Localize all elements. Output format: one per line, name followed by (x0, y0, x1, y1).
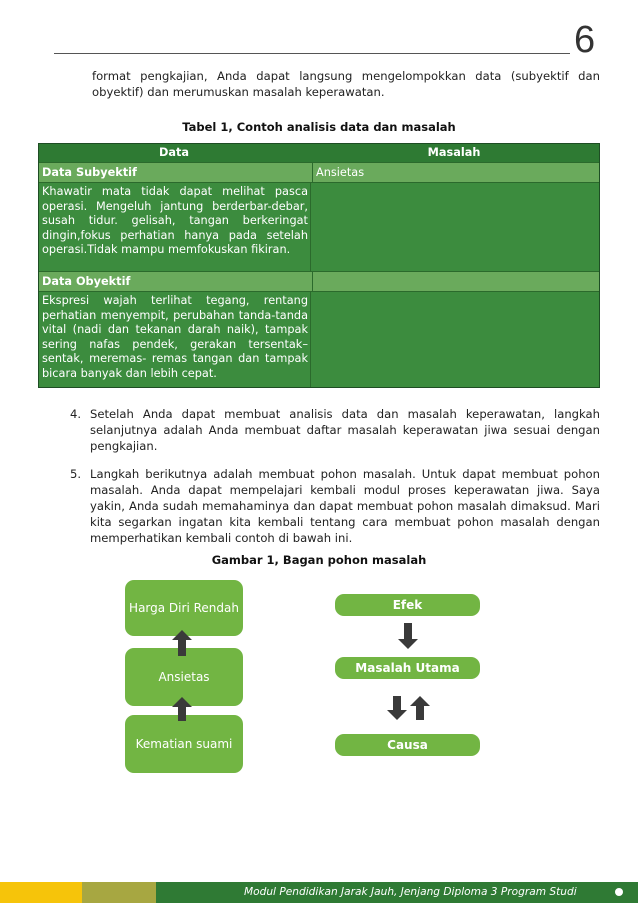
section-row-subjective (39, 162, 599, 182)
body-row-objective (39, 291, 599, 387)
section-body: Khawatir mata tidak dapat melihat pasca operasi. Mengeluh jantung berderbar-debar, susah tidur. gelisah, tangan berkeringat dingin,fokus perhatian hanya pada setelah operasi.Tidak mampu memfokuskan fikiran. (39, 183, 311, 271)
node-masalah-utama: Masalah Utama (335, 657, 480, 679)
section-row-objective (39, 271, 599, 291)
table-caption: Tabel 1, Contoh analisis data dan masalah (182, 120, 456, 134)
arrow-up-icon (172, 630, 192, 656)
section-label: Data Subyektif (39, 163, 313, 182)
section-problem: Ansietas (316, 166, 365, 179)
node-causa: Causa (335, 734, 480, 756)
intro-paragraph: format pengkajian, Anda dapat langsung mengelompokkan data (subyektif dan obyektif) dan merumuskan masalah keperawatan. (92, 69, 600, 99)
header-data: Data (158, 146, 190, 159)
section-label: Data Obyektif (39, 272, 313, 291)
list-text: Setelah Anda dapat membuat analisis data dan masalah keperawatan, langkah selanjutnya adalah Anda membuat daftar masalah keperawatan jiwa sesuai dengan pengkajian. (90, 407, 600, 453)
arrow-down-icon (387, 696, 407, 720)
page-number: 6 (574, 19, 596, 61)
node-efek: Efek (335, 594, 480, 616)
node-ansietas: Ansietas (125, 648, 243, 706)
header-rule (54, 53, 570, 54)
node-harga-diri-rendah: Harga Diri Rendah (125, 580, 243, 636)
header-masalah: Masalah (427, 146, 481, 159)
footer-color-olive (82, 882, 156, 903)
footer-color-green (156, 882, 230, 903)
list-text: Langkah berikutnya adalah membuat pohon masalah. Untuk dapat membuat pohon masalah. Anda dapat mempelajari kembali modul proses keperawatan jiwa. Saya yakin, Anda sudah memahaminya dan dapat membuat pohon masalah dimaksud. Mari kita segarkan ingatan kita kembali tentang cara membuat pohon masalah dengan memperhatikan kembali contoh di bawah ini. (90, 467, 600, 545)
section-body: Ekspresi wajah terlihat tegang, rentang perhatian menyempit, perubahan tanda-tanda vital (nadi dan tekanan darah naik), tampak sering nafas pendek, gerakan tersentak–sentak, meremas- remas tangan dan tampak bicara banyak dan lebih cepat. (39, 292, 311, 387)
section-problem (313, 272, 599, 291)
arrow-up-icon (410, 696, 430, 720)
body-row-subjective (39, 182, 599, 271)
arrow-down-icon (398, 623, 418, 649)
footer-text: Modul Pendidikan Jarak Jauh, Jenjang Diploma 3 Program Studi Keperawatan (230, 882, 638, 903)
table-header-row (39, 144, 599, 162)
list-number: 5. (70, 467, 82, 481)
footer-dot-icon (615, 888, 623, 896)
section-body-empty (311, 183, 599, 271)
node-kematian-suami: Kematian suami (125, 715, 243, 773)
section-body-empty (311, 292, 599, 387)
analysis-table (38, 143, 600, 388)
list-number: 4. (70, 407, 82, 421)
figure-caption: Gambar 1, Bagan pohon masalah (211, 553, 427, 567)
footer-color-yellow (0, 882, 82, 903)
arrow-up-icon (172, 697, 192, 721)
